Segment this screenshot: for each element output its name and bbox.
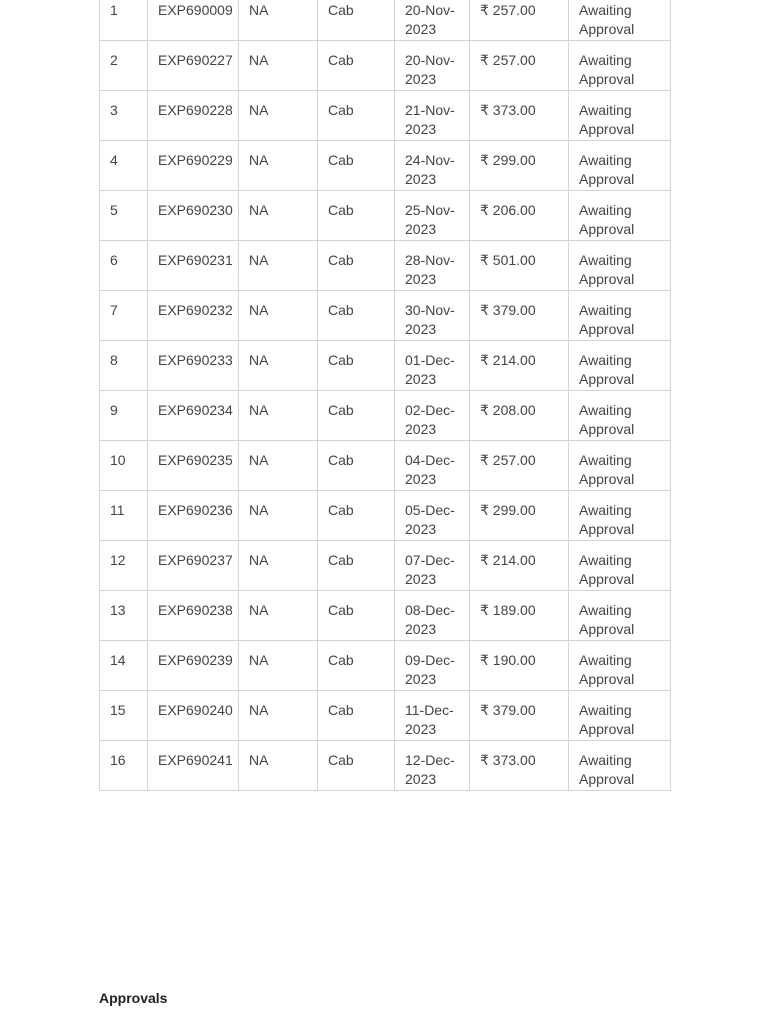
date-cell-line: 2023	[405, 371, 437, 387]
status-cell-line: Awaiting	[579, 702, 632, 718]
date-cell	[395, 541, 470, 591]
serial-number-cell: 6	[100, 241, 148, 291]
date-cell-line: 30-Nov-	[405, 302, 455, 318]
status-cell-line: Approval	[579, 621, 635, 637]
status-cell-line: Approval	[579, 571, 635, 587]
status-cell-line: Awaiting	[579, 102, 632, 118]
status-cell	[569, 691, 671, 741]
date-cell-line: 20-Nov-	[405, 52, 455, 68]
status-cell	[569, 141, 671, 191]
status-cell-line: Approval	[579, 321, 635, 337]
status-cell-line: Awaiting	[579, 202, 632, 218]
expense-id-cell: EXP690237	[148, 541, 239, 591]
table-row	[100, 141, 671, 191]
date-cell	[395, 741, 470, 791]
category-cell: Cab	[318, 191, 395, 241]
serial-number-cell: 15	[100, 691, 148, 741]
date-cell-line: 2023	[405, 721, 437, 737]
status-cell	[569, 291, 671, 341]
date-cell-line: 05-Dec-	[405, 502, 455, 518]
table-row	[100, 591, 671, 641]
status-cell-line: Awaiting	[579, 452, 632, 468]
date-cell	[395, 241, 470, 291]
category-cell: Cab	[318, 341, 395, 391]
expense-id-cell: EXP690238	[148, 591, 239, 641]
expense-id-cell: EXP690227	[148, 41, 239, 91]
date-cell-line: 2023	[405, 521, 437, 537]
serial-number-cell: 8	[100, 341, 148, 391]
status-cell	[569, 0, 671, 41]
amount-cell: ₹ 257.00	[470, 441, 569, 491]
status-cell	[569, 491, 671, 541]
date-cell-line: 2023	[405, 171, 437, 187]
reference-cell: NA	[239, 441, 318, 491]
expense-id-cell: EXP690236	[148, 491, 239, 541]
table-row	[100, 0, 671, 41]
reference-cell: NA	[239, 341, 318, 391]
reference-cell: NA	[239, 691, 318, 741]
date-cell	[395, 341, 470, 391]
date-cell	[395, 691, 470, 741]
date-cell	[395, 291, 470, 341]
status-cell-line: Awaiting	[579, 602, 632, 618]
status-cell-line: Awaiting	[579, 402, 632, 418]
date-cell-line: 20-Nov-	[405, 2, 455, 18]
reference-cell: NA	[239, 641, 318, 691]
date-cell-line: 2023	[405, 271, 437, 287]
status-cell	[569, 391, 671, 441]
date-cell-line: 2023	[405, 771, 437, 787]
amount-cell: ₹ 190.00	[470, 641, 569, 691]
expense-id-cell: EXP690241	[148, 741, 239, 791]
status-cell	[569, 541, 671, 591]
table-row	[100, 341, 671, 391]
date-cell-line: 2023	[405, 621, 437, 637]
status-cell-line: Awaiting	[579, 552, 632, 568]
date-cell-line: 01-Dec-	[405, 352, 455, 368]
date-cell-line: 25-Nov-	[405, 202, 455, 218]
table-row	[100, 91, 671, 141]
reference-cell: NA	[239, 141, 318, 191]
category-cell: Cab	[318, 91, 395, 141]
date-cell-line: 2023	[405, 571, 437, 587]
date-cell-line: 2023	[405, 221, 437, 237]
serial-number-cell: 7	[100, 291, 148, 341]
date-cell-line: 24-Nov-	[405, 152, 455, 168]
date-cell-line: 28-Nov-	[405, 252, 455, 268]
date-cell	[395, 441, 470, 491]
amount-cell: ₹ 214.00	[470, 541, 569, 591]
expense-id-cell: EXP690235	[148, 441, 239, 491]
status-cell	[569, 41, 671, 91]
category-cell: Cab	[318, 41, 395, 91]
amount-cell: ₹ 373.00	[470, 741, 569, 791]
serial-number-cell: 4	[100, 141, 148, 191]
approvals-heading: Approvals	[99, 990, 168, 1006]
reference-cell: NA	[239, 491, 318, 541]
expense-id-cell: EXP690240	[148, 691, 239, 741]
expense-id-cell: EXP690232	[148, 291, 239, 341]
category-cell: Cab	[318, 141, 395, 191]
amount-cell: ₹ 257.00	[470, 41, 569, 91]
expense-id-cell: EXP690239	[148, 641, 239, 691]
category-cell: Cab	[318, 741, 395, 791]
status-cell	[569, 341, 671, 391]
date-cell-line: 09-Dec-	[405, 652, 455, 668]
table-row	[100, 691, 671, 741]
date-cell-line: 2023	[405, 21, 437, 37]
status-cell-line: Approval	[579, 521, 635, 537]
serial-number-cell: 10	[100, 441, 148, 491]
category-cell: Cab	[318, 0, 395, 41]
table-row	[100, 191, 671, 241]
reference-cell: NA	[239, 391, 318, 441]
date-cell-line: 07-Dec-	[405, 552, 455, 568]
amount-cell: ₹ 373.00	[470, 91, 569, 141]
date-cell-line: 21-Nov-	[405, 102, 455, 118]
date-cell-line: 2023	[405, 471, 437, 487]
amount-cell: ₹ 189.00	[470, 591, 569, 641]
amount-cell: ₹ 379.00	[470, 291, 569, 341]
table-row	[100, 241, 671, 291]
expense-id-cell: EXP690228	[148, 91, 239, 141]
table-row	[100, 491, 671, 541]
category-cell: Cab	[318, 641, 395, 691]
date-cell-line: 02-Dec-	[405, 402, 455, 418]
date-cell	[395, 491, 470, 541]
date-cell	[395, 91, 470, 141]
date-cell-line: 2023	[405, 121, 437, 137]
date-cell	[395, 141, 470, 191]
table-row	[100, 391, 671, 441]
expense-id-cell: EXP690230	[148, 191, 239, 241]
date-cell-line: 2023	[405, 321, 437, 337]
date-cell	[395, 41, 470, 91]
status-cell-line: Approval	[579, 221, 635, 237]
status-cell	[569, 641, 671, 691]
reference-cell: NA	[239, 591, 318, 641]
expense-id-cell: EXP690234	[148, 391, 239, 441]
status-cell-line: Approval	[579, 121, 635, 137]
status-cell-line: Awaiting	[579, 652, 632, 668]
serial-number-cell: 13	[100, 591, 148, 641]
expense-id-cell: EXP690233	[148, 341, 239, 391]
date-cell-line: 04-Dec-	[405, 452, 455, 468]
date-cell	[395, 391, 470, 441]
status-cell	[569, 191, 671, 241]
status-cell-line: Awaiting	[579, 152, 632, 168]
expense-rows	[100, 0, 671, 791]
status-cell-line: Approval	[579, 421, 635, 437]
expense-table	[99, 0, 671, 791]
expense-id-cell: EXP690231	[148, 241, 239, 291]
reference-cell: NA	[239, 91, 318, 141]
date-cell-line: 12-Dec-	[405, 752, 455, 768]
category-cell: Cab	[318, 541, 395, 591]
status-cell-line: Awaiting	[579, 302, 632, 318]
reference-cell: NA	[239, 0, 318, 41]
status-cell-line: Approval	[579, 171, 635, 187]
expense-id-cell: EXP690009	[148, 0, 239, 41]
serial-number-cell: 1	[100, 0, 148, 41]
category-cell: Cab	[318, 491, 395, 541]
status-cell	[569, 241, 671, 291]
serial-number-cell: 14	[100, 641, 148, 691]
status-cell-line: Approval	[579, 21, 635, 37]
serial-number-cell: 3	[100, 91, 148, 141]
amount-cell: ₹ 214.00	[470, 341, 569, 391]
reference-cell: NA	[239, 741, 318, 791]
date-cell-line: 2023	[405, 421, 437, 437]
status-cell-line: Approval	[579, 671, 635, 687]
amount-cell: ₹ 299.00	[470, 491, 569, 541]
date-cell-line: 08-Dec-	[405, 602, 455, 618]
category-cell: Cab	[318, 291, 395, 341]
date-cell-line: 2023	[405, 671, 437, 687]
category-cell: Cab	[318, 391, 395, 441]
category-cell: Cab	[318, 591, 395, 641]
amount-cell: ₹ 206.00	[470, 191, 569, 241]
status-cell	[569, 91, 671, 141]
status-cell-line: Awaiting	[579, 752, 632, 768]
status-cell-line: Approval	[579, 71, 635, 87]
table-row	[100, 441, 671, 491]
status-cell-line: Awaiting	[579, 252, 632, 268]
reference-cell: NA	[239, 291, 318, 341]
status-cell	[569, 591, 671, 641]
reference-cell: NA	[239, 41, 318, 91]
status-cell-line: Awaiting	[579, 2, 632, 18]
date-cell	[395, 191, 470, 241]
date-cell	[395, 0, 470, 41]
reference-cell: NA	[239, 241, 318, 291]
amount-cell: ₹ 257.00	[470, 0, 569, 41]
table-row	[100, 541, 671, 591]
serial-number-cell: 12	[100, 541, 148, 591]
expense-id-cell: EXP690229	[148, 141, 239, 191]
status-cell-line: Approval	[579, 471, 635, 487]
table-row	[100, 291, 671, 341]
amount-cell: ₹ 379.00	[470, 691, 569, 741]
date-cell-line: 11-Dec-	[405, 702, 454, 718]
status-cell-line: Awaiting	[579, 52, 632, 68]
reference-cell: NA	[239, 191, 318, 241]
status-cell-line: Approval	[579, 371, 635, 387]
status-cell	[569, 741, 671, 791]
category-cell: Cab	[318, 441, 395, 491]
amount-cell: ₹ 299.00	[470, 141, 569, 191]
date-cell	[395, 591, 470, 641]
date-cell-line: 2023	[405, 71, 437, 87]
serial-number-cell: 16	[100, 741, 148, 791]
category-cell: Cab	[318, 691, 395, 741]
status-cell-line: Awaiting	[579, 352, 632, 368]
category-cell: Cab	[318, 241, 395, 291]
status-cell	[569, 441, 671, 491]
serial-number-cell: 5	[100, 191, 148, 241]
table-row	[100, 41, 671, 91]
status-cell-line: Approval	[579, 721, 635, 737]
amount-cell: ₹ 208.00	[470, 391, 569, 441]
amount-cell: ₹ 501.00	[470, 241, 569, 291]
status-cell-line: Approval	[579, 771, 635, 787]
table-row	[100, 641, 671, 691]
serial-number-cell: 9	[100, 391, 148, 441]
date-cell	[395, 641, 470, 691]
reference-cell: NA	[239, 541, 318, 591]
serial-number-cell: 2	[100, 41, 148, 91]
status-cell-line: Approval	[579, 271, 635, 287]
table-row	[100, 741, 671, 791]
status-cell-line: Awaiting	[579, 502, 632, 518]
serial-number-cell: 11	[100, 491, 148, 541]
